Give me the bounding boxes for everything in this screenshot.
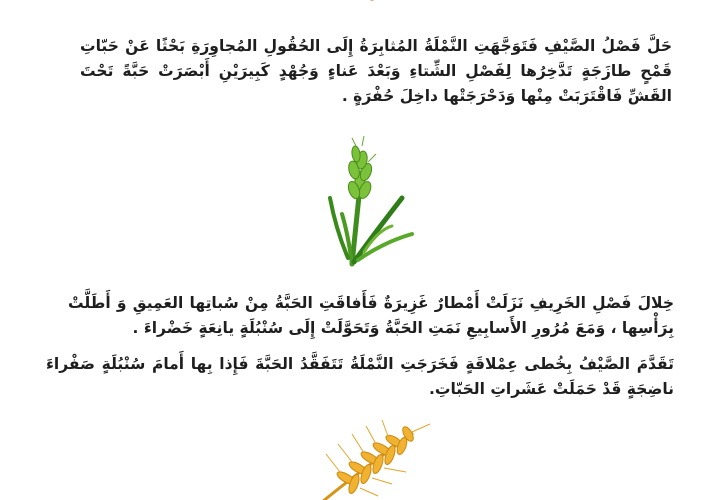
ornament-icon [362,0,382,6]
story-paragraph-autumn: خِلالَ فَصْلِ الخَرِيفِ نَزَلَتْ أَمْطارٌ غَزِيرَةٌ فَأَفاقَتِ الحَبَّةُ مِنْ سُباتِها العَمِيقِ وَ أَطَلَّتْ بِرَأْسِها ، وَمَعَ مُرُورِ الأَسابِيعِ نَمَتِ الحَبَّةُ وَتَحَوَّلَتْ إِلَى سُنْبُلَةٍ يانِعَةٍ خَضْراءَ . [68,294,674,337]
story-paragraph-summer: حَلَّ فَصْلُ الصَّيْفِ فَتَوَجَّهَتِ النَّمْلَةُ المُثابِرَةُ إِلَى الحُقُولِ المُجاوِرَةِ بَحْثًا عَنْ حَبّاتِ قَمْحٍ طازَجَةٍ تَدَّخِرُها لِفَصْلِ الشِّتاءِ وَبَعْدَ عَناءٍ وَجُهْدٍ كَبِيرَيْنِ أَبْصَرَتْ حَبَّةً تَحْتَ القَشِّ فَاقْتَرَبَتْ مِنْها وَدَحْرَجَتْها داخِلَ حُفْرَةٍ . [80,37,672,105]
golden-wheat-icon [316,418,436,500]
green-wheat-icon [318,134,418,270]
story-paragraph-summer-harvest: تَقَدَّمَ الصَّيْفُ بِخُطى عِمْلاقَةٍ فَخَرَجَتِ النَّمْلَةُ تَتَفَقَّدُ الحَبَّةَ فَإِذا بِها أَمامَ سُنْبُلَةٍ صَفْراءَ ناضِجَةٍ قَدْ حَمَلَتْ عَشَراتِ الحَبّاتِ. [46,355,674,398]
